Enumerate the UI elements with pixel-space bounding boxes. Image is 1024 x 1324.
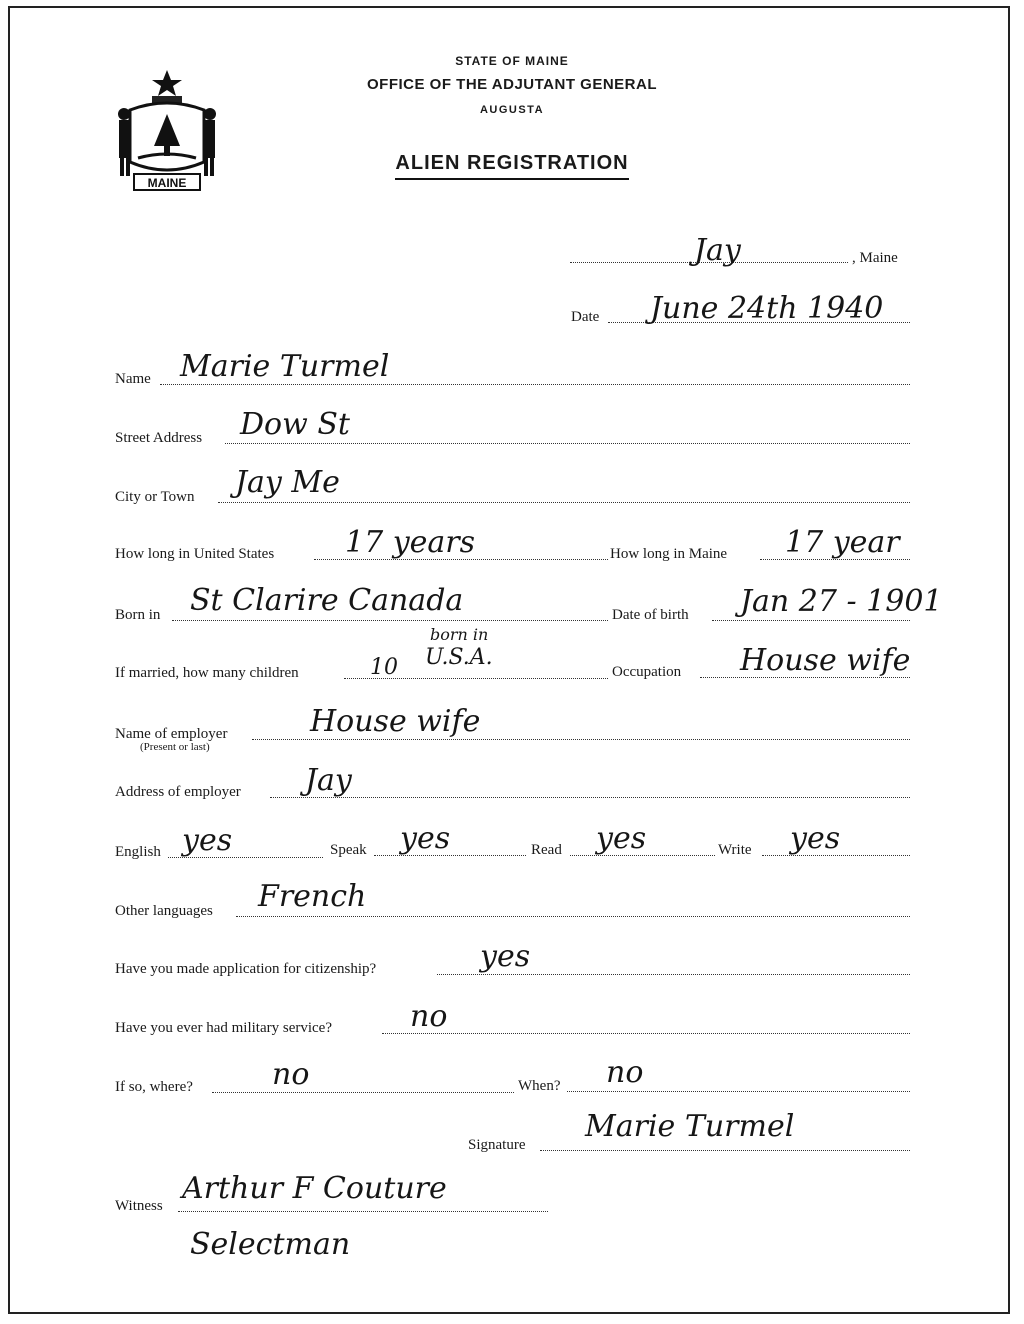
where-label: If so, where? — [115, 1079, 193, 1095]
married-label: If married, how many children — [115, 665, 299, 681]
occupation-value: House wife — [740, 643, 911, 678]
state-seal-icon — [112, 66, 222, 196]
english-label: English — [115, 844, 161, 860]
military-line — [382, 1033, 910, 1034]
employer-address-label: Address of employer — [115, 784, 241, 800]
citizenship-line — [437, 974, 910, 975]
date-of-birth-label: Date of birth — [612, 607, 689, 623]
english-value: yes — [182, 823, 233, 858]
read-label: Read — [531, 842, 562, 858]
where-value: no — [272, 1057, 310, 1092]
employer-address-line — [270, 797, 910, 798]
when-line — [567, 1091, 910, 1092]
office-heading: OFFICE OF THE ADJUTANT GENERAL — [367, 76, 657, 93]
children-value: 10 — [370, 655, 398, 680]
employer-sublabel: (Present or last) — [140, 741, 210, 753]
military-label: Have you ever had military service? — [115, 1020, 332, 1036]
witness-line — [178, 1211, 548, 1212]
witness-label: Witness — [115, 1198, 163, 1214]
other-languages-label: Other languages — [115, 903, 213, 919]
street-value: Dow St — [240, 407, 350, 442]
born-in-value: St Clarire Canada — [190, 583, 464, 618]
street-line — [225, 443, 910, 444]
citizenship-label: Have you made application for citizenship? — [115, 961, 377, 977]
employer-label: Name of employer — [115, 726, 228, 742]
other-languages-line — [236, 916, 910, 917]
date-of-birth-value: Jan 27 - 1901 — [740, 584, 943, 619]
where-line — [212, 1092, 514, 1093]
speak-label: Speak — [330, 842, 367, 858]
how-long-us-value: 17 years — [345, 525, 476, 560]
other-languages-value: French — [258, 879, 367, 914]
military-value: no — [410, 999, 448, 1034]
name-label: Name — [115, 371, 151, 387]
born-in-line — [172, 620, 608, 621]
svg-text:MAINE: MAINE — [147, 176, 187, 190]
city-value: Jay Me — [235, 465, 340, 500]
employer-line — [252, 739, 910, 740]
city-heading: AUGUSTA — [479, 104, 545, 116]
children-note: U.S.A. — [425, 645, 493, 670]
form-title: ALIEN REGISTRATION — [395, 152, 628, 180]
how-long-maine-value: 17 year — [785, 525, 900, 560]
employer-address-value: Jay — [305, 763, 352, 798]
children-note-top: born in — [430, 625, 489, 644]
street-label: Street Address — [115, 430, 203, 446]
speak-value: yes — [400, 821, 451, 856]
date-of-birth-line — [712, 620, 910, 621]
occupation-label: Occupation — [612, 664, 682, 680]
witness-value: Arthur F Couture — [182, 1171, 447, 1206]
born-in-label: Born in — [115, 607, 161, 623]
name-value: Marie Turmel — [180, 349, 390, 384]
employer-value: House wife — [310, 704, 481, 739]
how-long-us-label: How long in United States — [115, 546, 275, 562]
city-line — [218, 502, 910, 503]
date-label: Date — [571, 309, 600, 325]
state-heading: STATE OF MAINE — [455, 54, 569, 68]
when-label: When? — [518, 1078, 561, 1094]
write-value: yes — [790, 821, 841, 856]
name-line — [160, 384, 910, 385]
witness-title: Selectman — [190, 1227, 351, 1262]
write-label: Write — [718, 842, 752, 858]
how-long-maine-label: How long in Maine — [610, 546, 728, 562]
city-label: City or Town — [115, 489, 195, 505]
when-value: no — [606, 1055, 644, 1090]
date-value: June 24th 1940 — [650, 291, 884, 326]
read-value: yes — [596, 821, 647, 856]
signature-line — [540, 1150, 910, 1151]
signature-label: Signature — [468, 1137, 526, 1153]
signature-value: Marie Turmel — [585, 1109, 795, 1144]
citizenship-value: yes — [480, 939, 531, 974]
maine-label: , Maine — [852, 250, 898, 266]
town-value: Jay — [694, 233, 741, 268]
